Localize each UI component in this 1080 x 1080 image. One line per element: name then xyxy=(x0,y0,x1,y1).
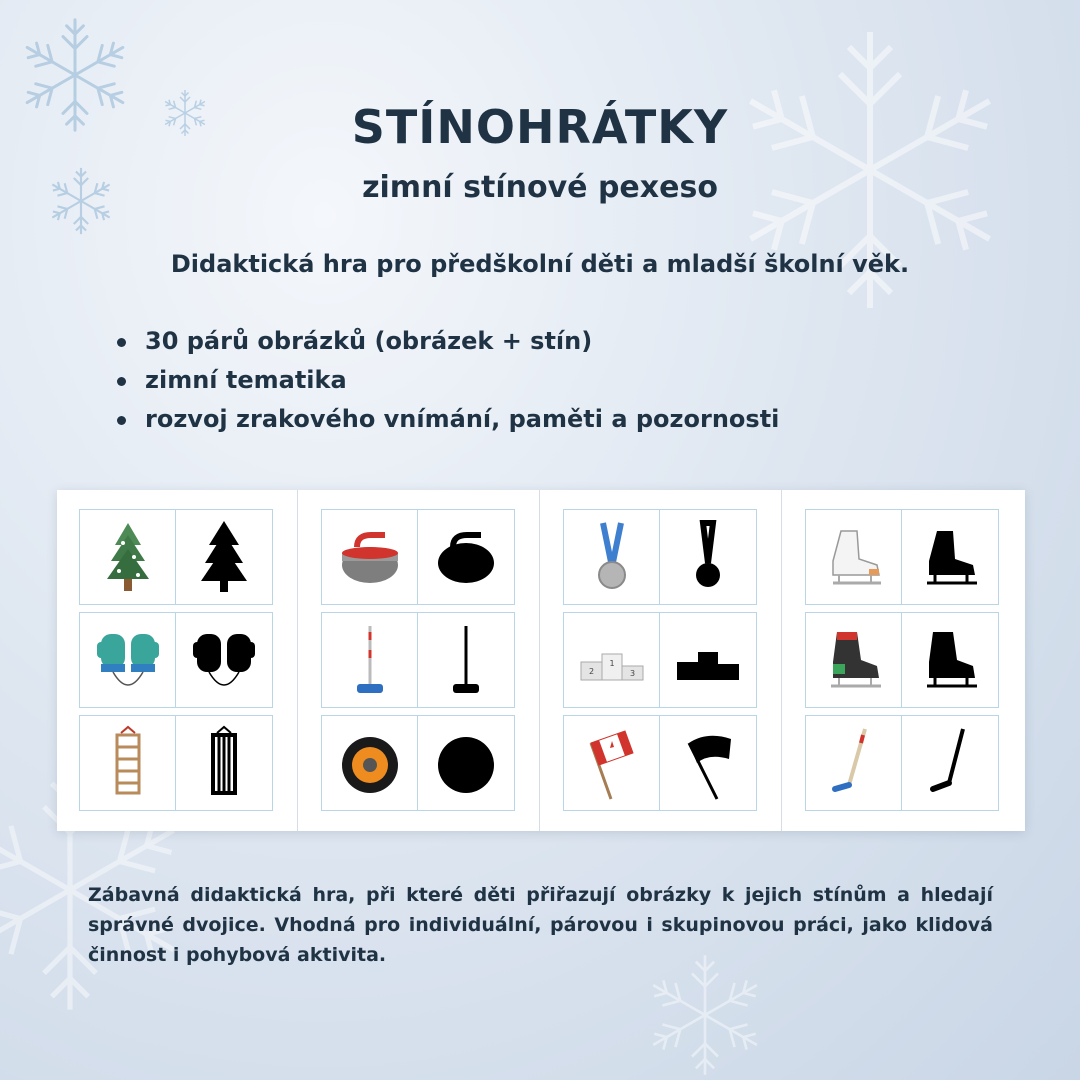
medal-icon xyxy=(577,517,647,597)
card-sheet xyxy=(783,490,1024,831)
shadow-card xyxy=(660,510,756,604)
curling-stone-icon xyxy=(335,517,405,597)
sled-shadow-icon xyxy=(189,723,259,803)
shadow-card xyxy=(660,613,756,707)
sled-icon xyxy=(93,723,163,803)
picture-card xyxy=(564,613,660,707)
podium-number: 2 xyxy=(588,667,594,676)
card-preview-strip xyxy=(57,490,1025,831)
intro-text: Didaktická hra pro předškolní děti a mladší školní věk. xyxy=(170,250,910,278)
picture-card xyxy=(806,716,902,810)
picture-card xyxy=(564,716,660,810)
shadow-card xyxy=(902,510,998,604)
picture-card xyxy=(80,716,176,810)
podium-number: 1 xyxy=(608,659,615,668)
card-pair xyxy=(563,612,757,708)
card-pair xyxy=(321,612,515,708)
feature-item: 30 párů obrázků (obrázek + stín) xyxy=(115,322,779,361)
feature-item: rozvoj zrakového vnímání, paměti a pozornosti xyxy=(115,400,779,439)
figure-skate-shadow-icon xyxy=(915,517,985,597)
picture-card xyxy=(80,613,176,707)
curling-broom-icon xyxy=(335,620,405,700)
picture-card xyxy=(564,510,660,604)
shadow-card xyxy=(176,510,272,604)
card-pair xyxy=(79,509,273,605)
description-text: Zábavná didaktická hra, při které děti přiřazují obrázky k jejich stínům a hledají správné dvojice. Vhodná pro individuální, párovou i skupinovou práci, jako klidová činnost i pohybová aktivita. xyxy=(88,884,993,966)
shadow-card xyxy=(902,613,998,707)
feature-item: zimní tematika xyxy=(115,361,779,400)
curling-broom-shadow-icon xyxy=(431,620,501,700)
shadow-card xyxy=(176,716,272,810)
hockey-stick-shadow-icon xyxy=(915,723,985,803)
curling-stone-shadow-icon xyxy=(431,517,501,597)
podium-icon xyxy=(577,620,647,700)
shadow-card xyxy=(176,613,272,707)
flag-shadow-icon xyxy=(673,723,743,803)
shadow-card xyxy=(418,613,514,707)
page-title: STÍNOHRÁTKY xyxy=(351,100,729,154)
podium-shadow-icon xyxy=(673,620,743,700)
mittens-icon xyxy=(93,620,163,700)
mittens-shadow-icon xyxy=(189,620,259,700)
card-sheet xyxy=(299,490,540,831)
card-pair xyxy=(805,509,999,605)
tree-icon xyxy=(93,517,163,597)
figure-skate-icon xyxy=(819,517,889,597)
feature-list xyxy=(115,322,779,439)
card-pair xyxy=(805,715,999,811)
podium-number: 3 xyxy=(629,669,635,678)
tree-shadow-icon xyxy=(189,517,259,597)
card-pair xyxy=(79,612,273,708)
card-sheet xyxy=(57,490,298,831)
hockey-puck-shadow-icon xyxy=(431,723,501,803)
card-pair xyxy=(563,715,757,811)
card-pair xyxy=(563,509,757,605)
picture-card xyxy=(322,716,418,810)
card-pair xyxy=(79,715,273,811)
page-subtitle: zimní stínové pexeso xyxy=(362,170,718,205)
hockey-stick-icon xyxy=(819,723,889,803)
card-sheet xyxy=(541,490,782,831)
shadow-card xyxy=(902,716,998,810)
picture-card xyxy=(806,510,902,604)
shadow-card xyxy=(660,716,756,810)
medal-shadow-icon xyxy=(673,517,743,597)
hockey-skate-icon xyxy=(819,620,889,700)
picture-card xyxy=(322,510,418,604)
shadow-card xyxy=(418,716,514,810)
picture-card xyxy=(806,613,902,707)
card-pair xyxy=(805,612,999,708)
hockey-puck-icon xyxy=(335,723,405,803)
picture-card xyxy=(322,613,418,707)
canada-flag-icon xyxy=(577,723,647,803)
picture-card xyxy=(80,510,176,604)
shadow-card xyxy=(418,510,514,604)
card-pair xyxy=(321,715,515,811)
card-pair xyxy=(321,509,515,605)
hockey-skate-shadow-icon xyxy=(915,620,985,700)
